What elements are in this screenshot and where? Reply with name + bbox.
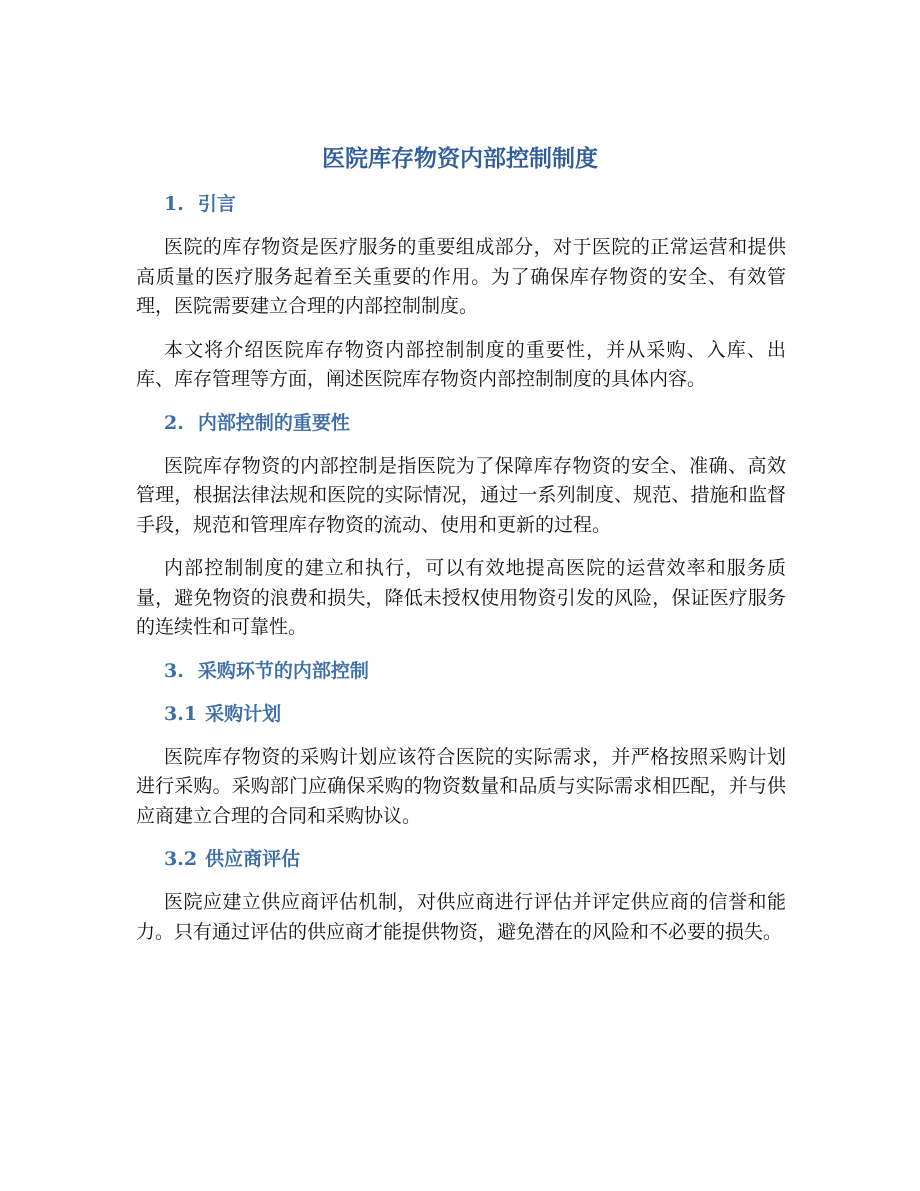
section-heading-importance — [164, 409, 786, 437]
section-number: 2. — [164, 411, 184, 434]
section-number: 3. — [164, 659, 184, 682]
paragraph: 医院的库存物资是医疗服务的重要组成部分，对于医院的正常运营和提供高质量的医疗服务起着至关重要的作用。为了确保库存物资的安全、有效管理，医院需要建立合理的内部控制制度。 — [136, 236, 786, 317]
section-title: 采购环节的内部控制 — [197, 659, 369, 682]
paragraph: 内部控制制度的建立和执行，可以有效地提高医院的运营效率和服务质量，避免物资的浪费和损失，降低未授权使用物资引发的风险，保证医疗服务的连续性和可靠性。 — [136, 557, 786, 638]
section-heading-procurement — [164, 657, 786, 685]
subsection-heading-procurement-plan — [164, 700, 786, 728]
paragraph: 医院库存物资的内部控制是指医院为了保障库存物资的安全、准确、高效管理，根据法律法规和医院的实际情况，通过一系列制度、规范、措施和监督手段，规范和管理库存物资的流动、使用和更新的过程。 — [136, 454, 786, 536]
document-title: 医院库存物资内部控制制度 — [322, 145, 598, 172]
document-body — [136, 190, 786, 961]
paragraph: 本文将介绍医院库存物资内部控制制度的重要性，并从采购、入库、出库、库存管理等方面，阐述医院库存物资内部控制制度的具体内容。 — [136, 338, 786, 390]
section-number: 1. — [164, 193, 184, 215]
subsection-number: 3.2 — [164, 848, 198, 870]
subsection-number: 3.1 — [164, 702, 198, 725]
subsection-heading-supplier-evaluation — [164, 845, 786, 873]
section-heading-introduction — [164, 190, 786, 218]
section-title: 引言 — [197, 193, 236, 215]
subsection-title: 采购计划 — [205, 702, 282, 725]
subsection-title: 供应商评估 — [205, 848, 301, 870]
paragraph: 医院库存物资的采购计划应该符合医院的实际需求，并严格按照采购计划进行采购。采购部门应确保采购的物资数量和品质与实际需求相匹配，并与供应商建立合理的合同和采购协议。 — [136, 745, 786, 827]
paragraph: 医院应建立供应商评估机制，对供应商进行评估并评定供应商的信誉和能力。只有通过评估的供应商才能提供物资，避免潜在的风险和不必要的损失。 — [136, 891, 786, 943]
section-title: 内部控制的重要性 — [197, 411, 350, 434]
